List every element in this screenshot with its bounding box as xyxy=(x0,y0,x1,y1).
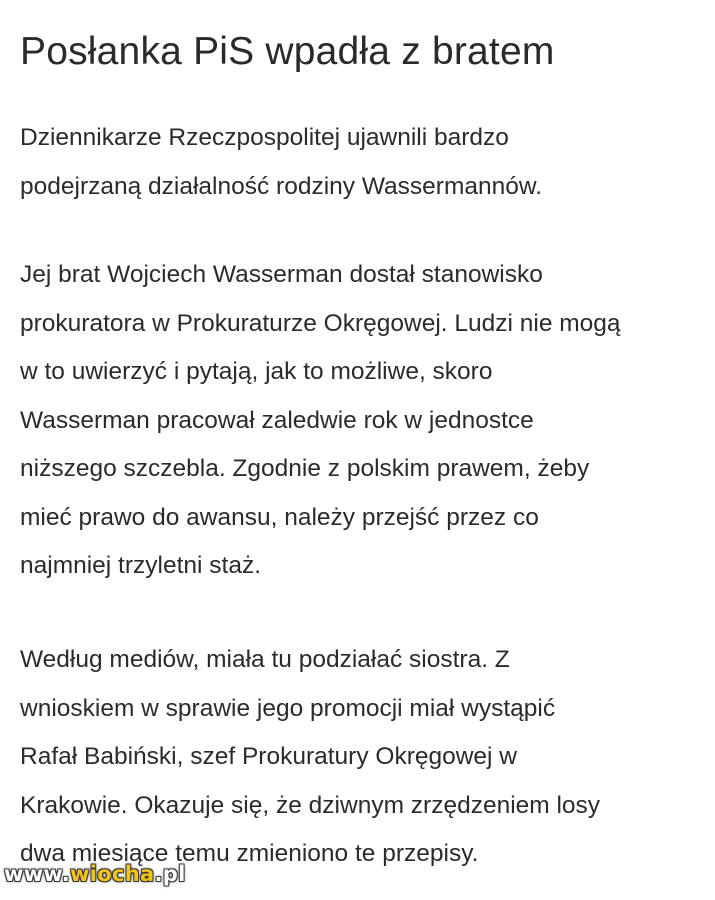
site-watermark xyxy=(4,862,186,886)
watermark-brand: wiocha xyxy=(70,862,155,886)
text-line: najmniej trzyletni staż. xyxy=(20,552,262,579)
paragraph-1 xyxy=(20,114,700,211)
text-line: niższego szczebla. Zgodnie z polskim prawem, żeby xyxy=(20,455,590,482)
text-line: Rafał Babiński, szef Prokuratury Okręgowej w xyxy=(20,743,517,770)
text-line: Według mediów, miała tu podziałać siostra. Z xyxy=(20,646,510,673)
text-line: Dziennikarze Rzeczpospolitej ujawnili bardzo xyxy=(20,124,509,151)
paragraph-3 xyxy=(20,636,700,879)
text-line: mieć prawo do awansu, należy przejść przez co xyxy=(20,503,539,531)
text-line: Jej brat Wojciech Wasserman dostał stanowisko xyxy=(20,261,543,288)
paragraph-2 xyxy=(20,251,700,591)
text-line: prokuratora w Prokuraturze Okręgowej. Ludzi nie mogą xyxy=(20,309,621,337)
text-line: dwa miesiące temu zmieniono te przepisy. xyxy=(20,840,479,867)
text-line: Krakowie. Okazuje się, że dziwnym zrzędzeniem losy xyxy=(20,791,601,819)
article-title: Posłanka PiS wpadła z bratem xyxy=(20,30,555,73)
text-line: w to uwierzyć i pytają, jak to możliwe, skoro xyxy=(20,358,493,385)
text-line: podejrzaną działalność rodziny Wassermannów. xyxy=(20,172,543,200)
watermark-prefix: www. xyxy=(4,862,71,886)
text-line: Wasserman pracował zaledwie rok w jednostce xyxy=(20,406,534,434)
watermark-suffix: .pl xyxy=(154,862,186,886)
text-line: wnioskiem w sprawie jego promocji miał wystąpić xyxy=(20,694,556,722)
